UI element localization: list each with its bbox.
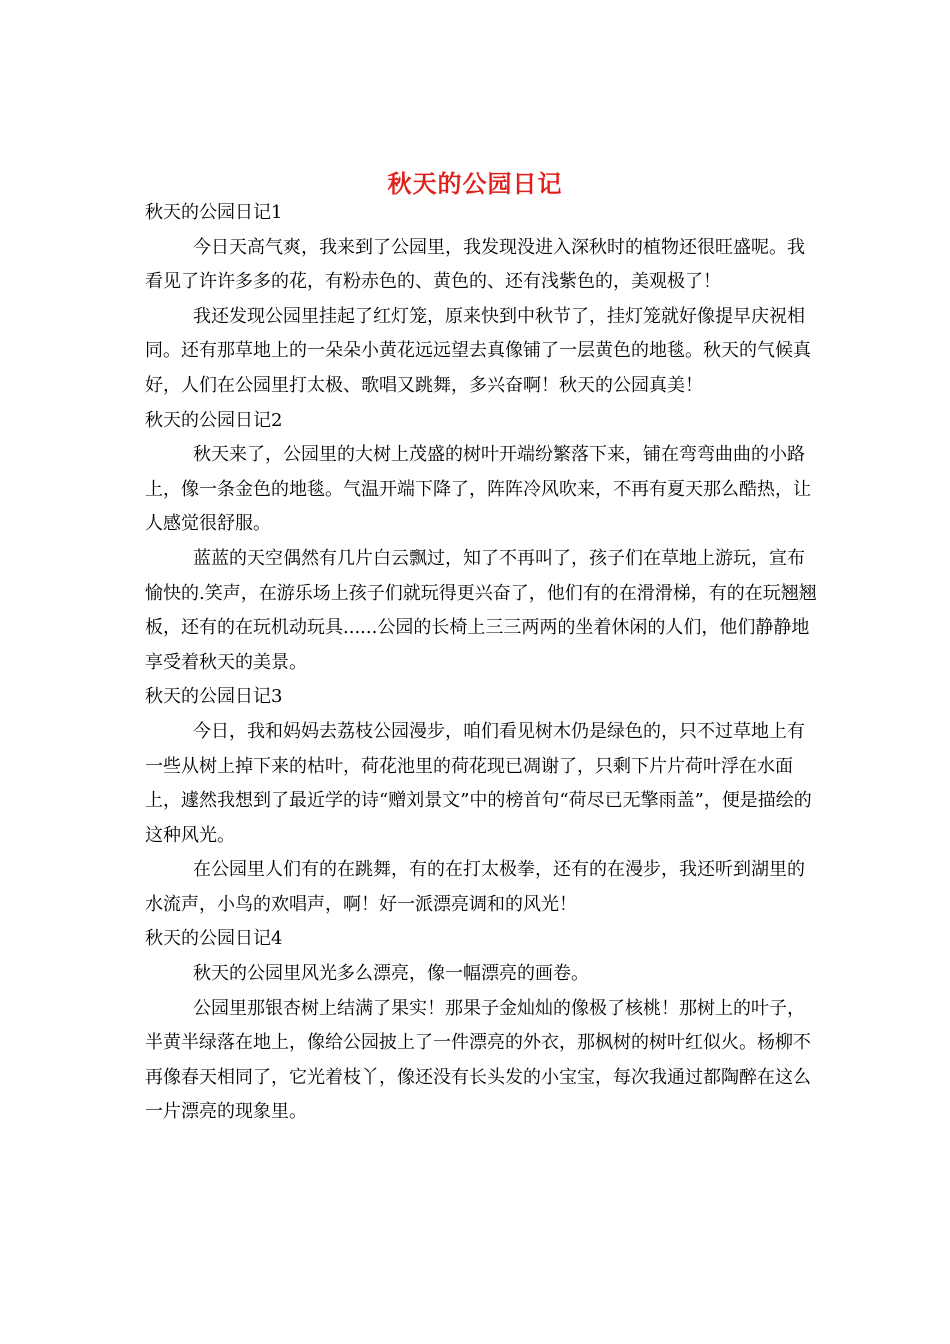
document-body xyxy=(145,196,820,1130)
diary-entry-2 xyxy=(145,404,820,681)
entry-heading: 秋天的公园日记3 xyxy=(145,686,283,708)
entry-heading: 秋天的公园日记1 xyxy=(145,202,283,223)
document-title: 秋天的公园日记 xyxy=(387,169,563,199)
entry-paragraph: 秋天来了，公园里的大树上茂盛的树叶开端纷繁落下来，铺在弯弯曲曲的小路上，像一条金色的地毯。气温开端下降了，阵阵冷风吹来，不再有夏天那么酷热，让人感觉很舒服。 xyxy=(145,444,811,535)
entry-paragraph: 我还发现公园里挂起了红灯笼，原来快到中秋节了，挂灯笼就好像提早庆祝相同。还有那草地上的一朵朵小黄花远远望去真像铺了一层黄色的地毯。秋天的气候真好，人们在公园里打太极、歌唱又跳舞，多兴奋啊！秋天的公园真美！ xyxy=(145,305,811,396)
entry-paragraph: 公园里那银杏树上结满了果实！那果子金灿灿的像极了核桃！那树上的叶子，半黄半绿落在地上，像给公园披上了一件漂亮的外衣，那枫树的树叶红似火。杨柳不再像春天相同了，它光着枝丫，像还没有长头发的小宝宝，每次我通过都陶醉在这么一片漂亮的现象里。 xyxy=(145,997,811,1123)
entry-heading: 秋天的公园日记4 xyxy=(145,928,283,950)
entry-paragraph: 蓝蓝的天空偶然有几片白云飘过，知了不再叫了，孩子们在草地上游玩，宣布愉快的.笑声，在游乐场上孩子们就玩得更兴奋了，他们有的在滑滑梯，有的在玩翘翘板，还有的在玩机动玩具......公园的长椅上三三两两的坐着休闲的人们，他们静静地享受着秋天的美景。 xyxy=(145,547,817,673)
diary-entry-3 xyxy=(145,680,820,922)
entry-paragraph: 今日天高气爽，我来到了公园里，我发现没进入深秋时的植物还很旺盛呢。我看见了许许多多的花，有粉赤色的、黄色的、还有浅紫色的，美观极了！ xyxy=(145,236,805,293)
diary-entry-1 xyxy=(145,196,820,404)
entry-paragraph: 秋天的公园里风光多么漂亮，像一幅漂亮的画卷。 xyxy=(193,963,589,985)
entry-paragraph: 今日，我和妈妈去荔枝公园漫步，咱们看见树木仍是绿色的，只不过草地上有一些从树上掉下来的枯叶，荷花池里的荷花现已凋谢了，只剩下片片荷叶浮在水面上，遽然我想到了最近学的诗“赠刘景文”中的榜首句“荷尽已无擎雨盖”，便是描绘的这种风光。 xyxy=(145,720,812,846)
diary-entry-4 xyxy=(145,922,820,1130)
entry-paragraph: 在公园里人们有的在跳舞，有的在打太极拳，还有的在漫步，我还听到湖里的水流声，小鸟的欢唱声，啊！好一派漂亮调和的风光！ xyxy=(145,859,805,915)
entry-heading: 秋天的公园日记2 xyxy=(145,409,283,431)
